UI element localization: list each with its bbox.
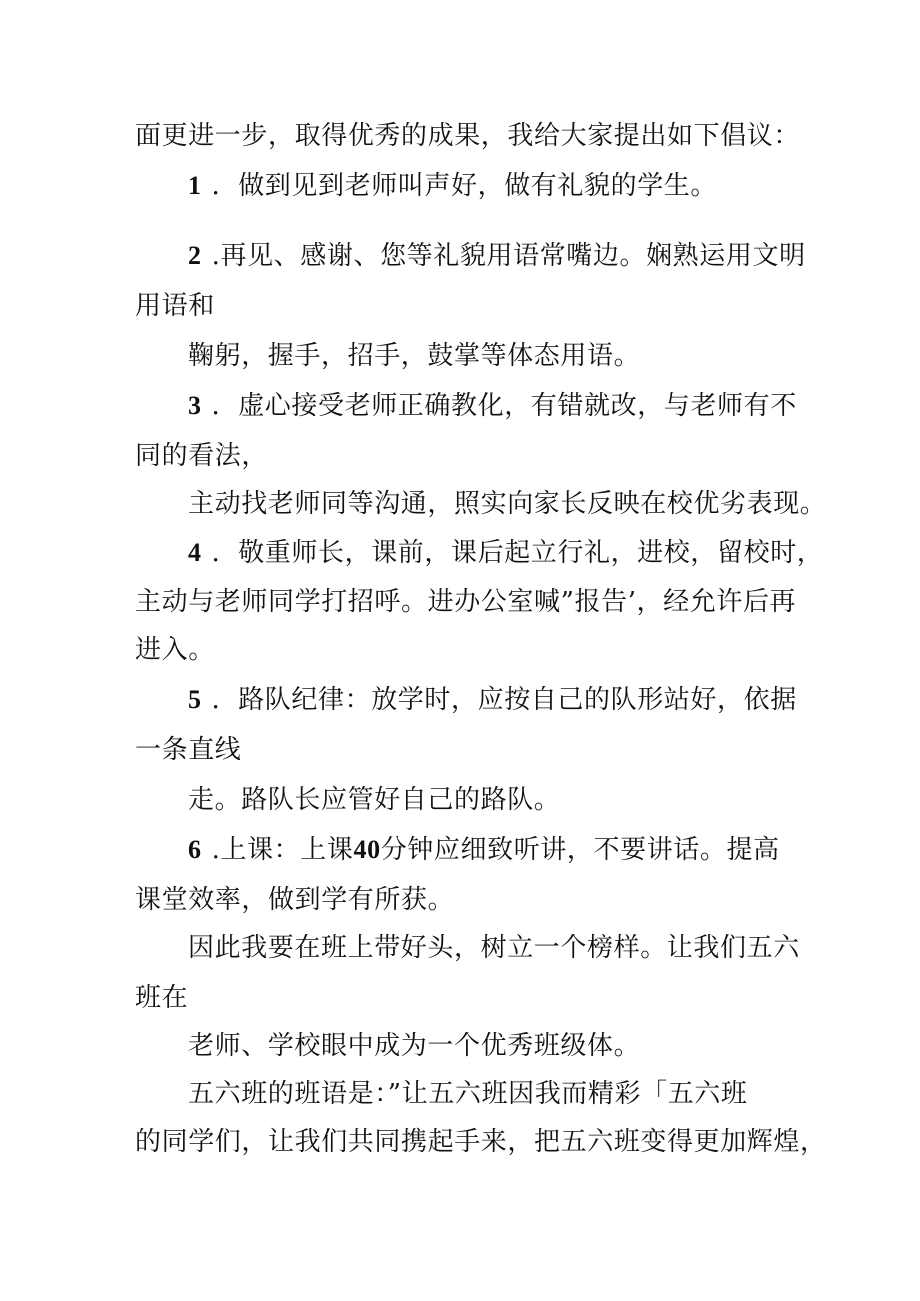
text: 走。路队长应管好自己的路队。 xyxy=(188,785,561,815)
paragraph-line xyxy=(135,734,241,766)
text: .再见、感谢、您等礼貌用语常嘴边。娴熟运用文明 xyxy=(211,241,806,271)
text: 面更进一步，取得优秀的成果，我给大家提出如下倡议： xyxy=(135,121,801,151)
text: .上课：上课 xyxy=(211,835,354,865)
item-number: 6 xyxy=(188,835,202,864)
list-item-4 xyxy=(188,537,823,569)
paragraph-line xyxy=(135,586,796,618)
paragraph-line xyxy=(135,1126,827,1158)
text: 进入。 xyxy=(135,635,215,665)
paragraph-line xyxy=(188,784,560,816)
text: 鞠躬，握手，招手，鼓掌等体态用语。 xyxy=(188,341,641,371)
text: 的同学们，让我们共同携起手来，把五六班变得更加辉煌， xyxy=(135,1127,827,1157)
item-number: 4 xyxy=(188,538,202,567)
paragraph-line xyxy=(135,982,188,1014)
text: ．路队纪律：放学时，应按自己的队形站好，依据 xyxy=(211,685,797,715)
duration-number: 40 xyxy=(353,835,381,864)
paragraph-line xyxy=(135,290,215,322)
paragraph-line xyxy=(135,634,215,666)
paragraph-line xyxy=(188,488,826,520)
list-item-6 xyxy=(188,834,780,866)
text: 用语和 xyxy=(135,291,215,321)
text: 主动与老师同学打招呼。进办公室喊”报告’，经允许后再 xyxy=(135,587,797,617)
text: 同的看法， xyxy=(135,441,269,471)
text: 老师、学校眼中成为一个优秀班级体。 xyxy=(188,1031,641,1061)
paragraph-line xyxy=(188,340,640,372)
text: ．做到见到老师叫声好，做有礼貌的学生。 xyxy=(211,171,718,201)
text: 课堂效率，做到学有所获。 xyxy=(135,885,455,915)
text: ．虚心接受老师正确教化，有错就改，与老师有不 xyxy=(211,391,797,421)
text: 分钟应细致听讲，不要讲话。提高 xyxy=(380,835,780,865)
list-item-1 xyxy=(188,170,717,202)
item-number: 5 xyxy=(188,685,202,714)
paragraph-line xyxy=(188,932,800,964)
list-item-2 xyxy=(188,240,806,272)
list-item-5 xyxy=(188,684,797,716)
text: 一条直线 xyxy=(135,735,242,765)
item-number: 2 xyxy=(188,241,202,270)
paragraph-line xyxy=(135,884,454,916)
paragraph-line xyxy=(135,440,268,472)
list-item-3 xyxy=(188,390,797,422)
item-number: 1 xyxy=(188,171,202,200)
text: 班在 xyxy=(135,983,189,1013)
text: 五六班的班语是：”让五六班因我而精彩「五六班 xyxy=(188,1079,748,1109)
paragraph-line xyxy=(135,120,800,152)
item-number: 3 xyxy=(188,391,202,420)
text: 主动找老师同等沟通，照实向家长反映在校优劣表现。 xyxy=(188,489,827,519)
text: 因此我要在班上带好头，树立一个榜样。让我们五六 xyxy=(188,933,800,963)
paragraph-line xyxy=(188,1078,748,1110)
text: ．敬重师长，课前，课后起立行礼，进校，留校时， xyxy=(211,538,824,568)
paragraph-line xyxy=(188,1030,640,1062)
